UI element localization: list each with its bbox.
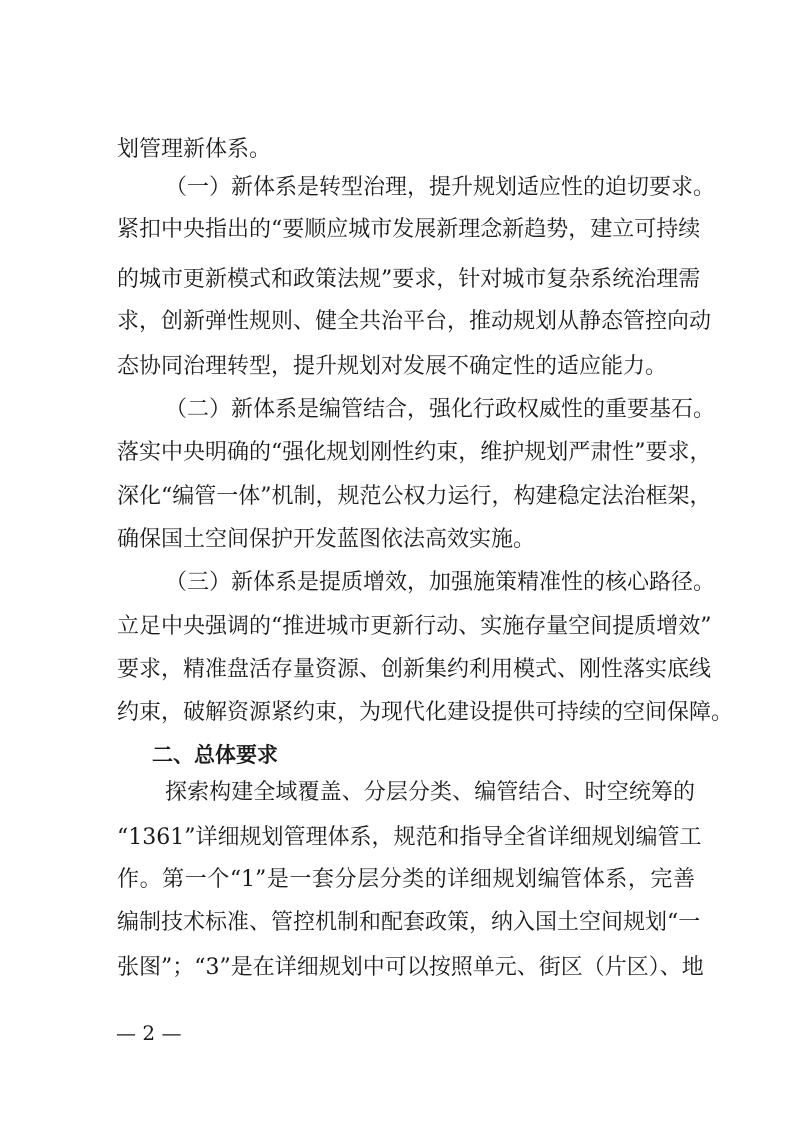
- text-line: 作。第一个“1”是一套分层分类的详细规划编管体系，完善: [117, 867, 695, 892]
- text-line: 态协同治理转型，提升规划对发展不确定性的适应能力。: [117, 354, 668, 379]
- subsection-title-3: （三）新体系是提质增效，加强施策精准性的核心路径。: [165, 570, 716, 595]
- text-line: 要求，精准盘活存量资源、创新集约利用模式、刚性落实底线: [117, 657, 712, 682]
- text-line: 的城市更新模式和政策法规”要求，针对城市复杂系统治理需: [117, 267, 701, 292]
- text-line: 张图”；“3”是在详细规划中可以按照单元、街区（片区）、地: [117, 955, 704, 980]
- text-line: 探索构建全域覆盖、分层分类、编管结合、时空统筹的: [165, 780, 695, 805]
- text-line: 深化“编管一体”机制，规范公权力运行，构建稳定法治框架，: [117, 484, 712, 509]
- section-heading: 二、总体要求: [152, 743, 278, 767]
- text-line: 编制技术标准、管控机制和配套政策，纳入国土空间规划“一: [117, 910, 701, 935]
- subsection-title-2: （二）新体系是编管结合，强化行政权威性的重要基石。: [165, 397, 716, 422]
- text-line: 确保国土空间保护开发蓝图依法高效实施。: [117, 527, 536, 552]
- text-line: 紧扣中央指出的“要顺应城市发展新理念新趋势，建立可持续: [117, 217, 701, 242]
- text-line: 求，创新弹性规则、健全共治平台，推动规划从静态管控向动: [117, 309, 712, 334]
- page-number: — 2 —: [116, 1021, 182, 1045]
- text-line: 划管理新体系。: [117, 137, 272, 162]
- text-line: 落实中央明确的“强化规划刚性约束，维护规划严肃性”要求，: [117, 440, 712, 465]
- text-line: 立足中央强调的“推进城市更新行动、实施存量空间提质增效”: [117, 614, 712, 639]
- text-line: “1361”详细规划管理体系，规范和指导全省详细规划编管工: [117, 825, 702, 850]
- subsection-title-1: （一）新体系是转型治理，提升规划适应性的迫切要求。: [165, 175, 716, 200]
- text-line: 约束，破解资源紧约束，为现代化建设提供可持续的空间保障。: [117, 700, 734, 725]
